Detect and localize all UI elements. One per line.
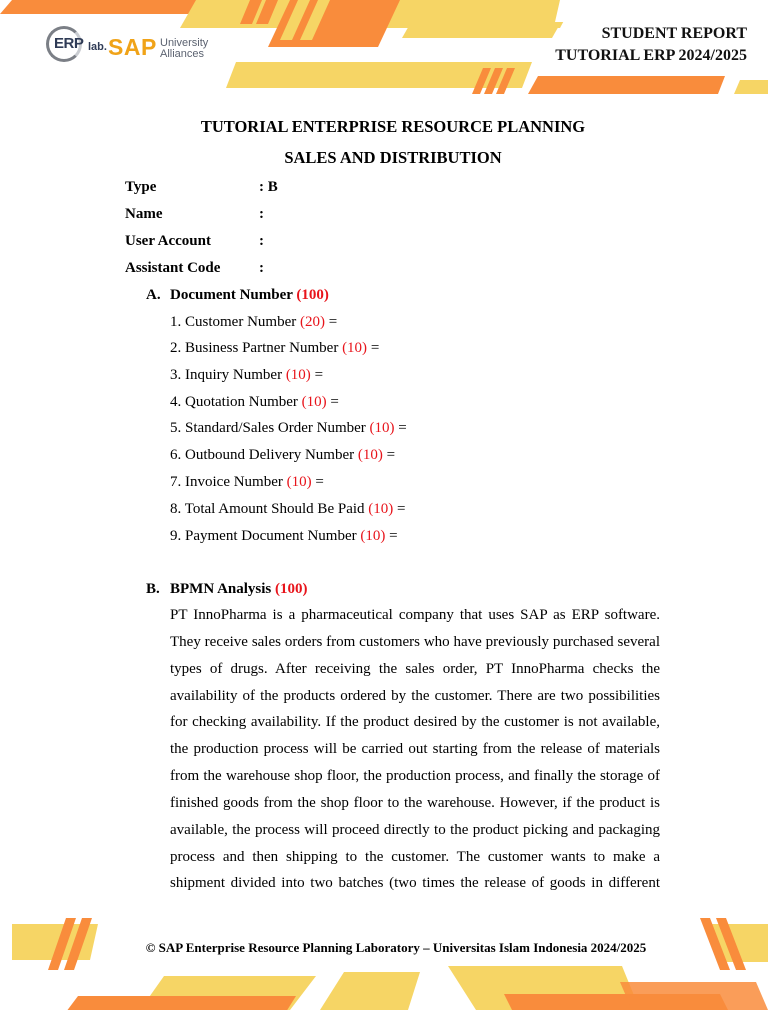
item-equals: = (397, 501, 406, 517)
list-item (170, 420, 407, 437)
section-b-score: (100) (275, 581, 308, 597)
list-item (170, 447, 395, 464)
list-item (170, 314, 337, 331)
paragraph-line: availability of the products ordered by the customer. There are two possibilities (170, 687, 660, 704)
item-equals: = (315, 474, 324, 490)
list-item (170, 474, 324, 491)
section-b-heading (170, 581, 308, 598)
sap-ua-line1: University (160, 37, 209, 49)
field-value-user-account: : (259, 233, 264, 249)
item-score: (10) (285, 367, 311, 383)
footer-decoration (0, 910, 768, 1024)
paragraph-line: available, the process will proceed directly to the product picking and packaging (170, 821, 660, 838)
field-value-assistant-code: : (259, 260, 264, 276)
item-label: 7. Invoice Number (170, 474, 283, 490)
field-label-type: Type (125, 179, 157, 195)
item-label: 4. Quotation Number (170, 394, 298, 410)
section-b-letter: B. (146, 581, 160, 597)
section-a-letter: A. (146, 287, 161, 303)
item-equals: = (386, 447, 396, 463)
footer-copyright: © SAP Enterprise Resource Planning Laboratory – Universitas Islam Indonesia 2024/2025 (145, 940, 647, 955)
item-score: (10) (286, 474, 312, 490)
item-score: (10) (368, 501, 394, 517)
item-label: 1. Customer Number (170, 314, 297, 330)
section-a-heading (170, 287, 329, 304)
field-value-type: : B (259, 179, 278, 195)
item-equals: = (314, 367, 324, 383)
section-a-score: (100) (296, 287, 329, 303)
sap-logo: SAP (108, 34, 157, 60)
paragraph-line: process and then shipping to the customer. The customer wants to make a (170, 848, 660, 865)
section-b-title: BPMN Analysis (170, 581, 272, 597)
paragraph-line: shipment divided into two batches (two times the release of goods in different (170, 875, 660, 892)
item-equals: = (389, 528, 398, 544)
report-type-heading: STUDENT REPORT (601, 25, 747, 42)
field-label-assistant-code: Assistant Code (125, 260, 221, 276)
item-equals: = (330, 394, 339, 410)
item-label: 3. Inquiry Number (170, 367, 283, 383)
item-score: (10) (369, 420, 395, 436)
bpmn-case-paragraph (170, 602, 660, 897)
field-label-user-account: User Account (125, 233, 211, 249)
item-score: (10) (360, 528, 386, 544)
paragraph-line: They receive sales orders from customers who have previously purchased several (170, 633, 660, 650)
item-label: 2. Business Partner Number (170, 340, 339, 356)
document-title: TUTORIAL ENTERPRISE RESOURCE PLANNING (200, 117, 586, 136)
list-item (170, 394, 339, 411)
field-label-name: Name (125, 206, 163, 222)
item-score: (10) (342, 340, 368, 356)
item-label: 6. Outbound Delivery Number (170, 447, 355, 463)
sap-ua-line2: Alliances (160, 48, 205, 60)
paragraph-line: types of drugs. After receiving the sales order, PT InnoPharma checks the (170, 660, 660, 677)
paragraph-line: PT InnoPharma is a pharmaceutical company that uses SAP as ERP software. (170, 607, 660, 623)
section-a-title: Document Number (170, 287, 293, 303)
item-score: (10) (301, 394, 327, 410)
paragraph-line: finished goods from the shop floor to the warehouse. However, if the product is (170, 794, 660, 811)
item-equals: = (370, 340, 380, 356)
item-label: 9. Payment Document Number (170, 528, 357, 544)
item-score: (20) (299, 314, 325, 330)
erp-logo-lab-text: lab. (88, 41, 107, 53)
paragraph-line: the production process will be carried out starting from the release of materials (170, 741, 660, 758)
report-course-heading: TUTORIAL ERP 2024/2025 (555, 47, 747, 64)
erp-logo-text: ERP (54, 35, 84, 52)
list-item (170, 367, 323, 384)
paragraph-line: from the warehouse shop floor, the production process, and finally the storage of (170, 768, 660, 785)
field-value-name: : (259, 206, 264, 222)
document-subtitle: SALES AND DISTRIBUTION (284, 148, 502, 167)
paragraph-line: for checking availability. If the product desired by the customer is not available, (170, 714, 660, 731)
item-equals: = (398, 420, 407, 436)
list-item (170, 340, 379, 357)
item-equals: = (328, 314, 338, 330)
item-score: (10) (357, 447, 383, 463)
list-item (170, 501, 406, 518)
item-label: 5. Standard/Sales Order Number (170, 420, 366, 436)
list-item (170, 528, 398, 545)
item-label: 8. Total Amount Should Be Paid (170, 501, 365, 517)
